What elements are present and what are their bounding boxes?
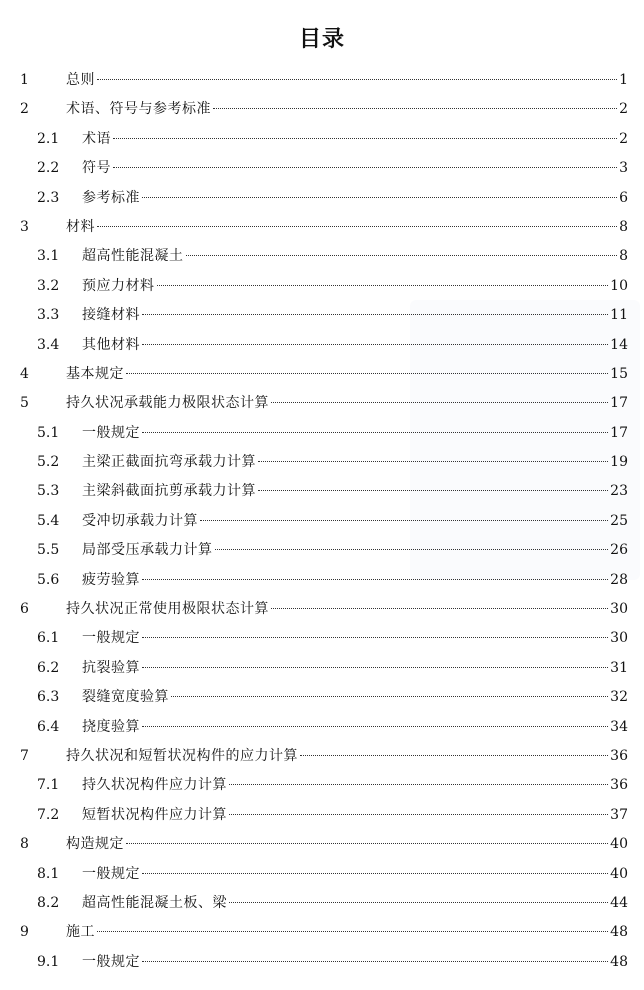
toc-entry-line (82, 507, 628, 536)
dot-leader (271, 402, 608, 403)
toc-entry-title: 受冲切承载力计算 (82, 512, 198, 529)
toc-entry-line (82, 889, 628, 918)
dot-leader (142, 667, 608, 668)
toc-entry[interactable] (0, 683, 644, 712)
dot-leader (271, 608, 608, 609)
dot-leader (213, 108, 617, 109)
toc-entry-title: 符号 (82, 160, 111, 177)
toc-entry[interactable] (0, 389, 644, 418)
toc-entry-number: 5.5 (37, 542, 60, 559)
toc-entry-line (82, 272, 628, 301)
toc-entry[interactable] (0, 66, 644, 95)
toc-entry[interactable] (0, 948, 644, 977)
dot-leader (142, 579, 608, 580)
toc-entry[interactable] (0, 507, 644, 536)
toc-entry[interactable] (0, 742, 644, 771)
toc-entry-title: 挠度验算 (82, 718, 140, 735)
toc-entry-line (82, 331, 628, 360)
dot-leader (142, 637, 608, 638)
dot-leader (186, 255, 618, 256)
dot-leader (229, 784, 608, 785)
toc-entry-page: 17 (610, 395, 628, 412)
toc-entry-number: 7 (20, 747, 29, 764)
toc-entry-line (82, 477, 628, 506)
toc-entry[interactable] (0, 213, 644, 242)
toc-entry-title: 主梁斜截面抗剪承载力计算 (82, 483, 256, 500)
toc-entry-page: 2 (619, 101, 628, 118)
toc-entry[interactable] (0, 448, 644, 477)
toc-entry-title: 术语 (82, 130, 111, 147)
toc-entry-number: 3.3 (37, 307, 60, 324)
toc-entry-page: 36 (610, 777, 628, 794)
toc-entry-line (82, 154, 628, 183)
dot-leader (142, 197, 617, 198)
toc-entry-title: 一般规定 (82, 865, 140, 882)
toc-entry-number: 5.6 (37, 571, 60, 588)
toc-entry-number: 6.1 (37, 630, 60, 647)
toc-entry-line (66, 830, 628, 859)
toc-entry-page: 6 (619, 189, 628, 206)
toc-entry[interactable] (0, 154, 644, 183)
toc-entry-title: 术语、符号与参考标准 (66, 101, 211, 118)
dot-leader (97, 79, 617, 80)
toc-entry-number: 1 (20, 72, 29, 88)
toc-entry-page: 31 (610, 659, 628, 676)
toc-entry-title: 基本规定 (66, 365, 124, 382)
dot-leader (171, 696, 608, 697)
toc-entry-line (66, 595, 628, 624)
toc-entry-line (82, 771, 628, 800)
toc-entry-line (66, 66, 628, 95)
toc-entry-line (82, 683, 628, 712)
dot-leader (258, 461, 608, 462)
toc-entry-title: 构造规定 (66, 836, 124, 853)
toc-entry[interactable] (0, 301, 644, 330)
toc-entry-title: 抗裂验算 (82, 659, 140, 676)
dot-leader (300, 755, 608, 756)
toc-entry-title: 局部受压承载力计算 (82, 542, 213, 559)
dot-leader (200, 520, 608, 521)
toc-entry-page: 8 (619, 248, 628, 265)
toc-entry-page: 40 (610, 865, 628, 882)
toc-entry-number: 9 (20, 924, 29, 941)
toc-entry-number: 3.1 (37, 248, 60, 265)
dot-leader (142, 314, 608, 315)
dot-leader (97, 226, 617, 227)
toc-entry-title: 材料 (66, 218, 95, 235)
dot-leader (157, 285, 609, 286)
toc-entry[interactable] (0, 889, 644, 918)
toc-entry[interactable] (0, 331, 644, 360)
toc-entry-page: 2 (619, 130, 628, 147)
dot-leader (142, 432, 608, 433)
toc-entry[interactable] (0, 419, 644, 448)
dot-leader (113, 167, 617, 168)
toc-entry-number: 7.1 (37, 777, 60, 794)
toc-entry[interactable] (0, 713, 644, 742)
toc-entry-number: 2 (20, 101, 29, 118)
toc-entry-title: 主梁正截面抗弯承载力计算 (82, 454, 256, 471)
toc-entry-number: 2.1 (37, 130, 60, 147)
dot-leader (126, 373, 608, 374)
toc-entry-page: 44 (610, 894, 628, 911)
dot-leader (258, 490, 608, 491)
toc-entry-line (66, 918, 628, 947)
toc-entry-page: 23 (610, 483, 628, 500)
toc-entry-title: 预应力材料 (82, 277, 155, 294)
toc-entry-title: 总则 (66, 72, 95, 88)
toc-entry-page: 10 (610, 277, 628, 294)
toc-entry-page: 25 (610, 512, 628, 529)
toc-entry[interactable] (0, 95, 644, 124)
toc-entry-page: 3 (619, 160, 628, 177)
toc-entry-line (66, 360, 628, 389)
toc-entry[interactable] (0, 654, 644, 683)
toc-entry-line (82, 536, 628, 565)
toc-entry[interactable] (0, 566, 644, 595)
toc-entry-title: 疲劳验算 (82, 571, 140, 588)
toc-entry-page: 32 (610, 689, 628, 706)
toc-entry-line (82, 301, 628, 330)
dot-leader (142, 873, 608, 874)
toc-entry-line (66, 389, 628, 418)
toc-entry-line (66, 742, 628, 771)
toc-entry-number: 2.3 (37, 189, 60, 206)
toc-entry-number: 8.2 (37, 894, 60, 911)
toc-entry-line (82, 948, 628, 977)
toc-entry-page: 36 (610, 747, 628, 764)
toc-entry-page: 19 (610, 454, 628, 471)
toc-entry-title: 裂缝宽度验算 (82, 689, 169, 706)
toc-entry-page: 30 (610, 601, 628, 618)
toc-entry-line (82, 801, 628, 830)
toc-entry-number: 8 (20, 836, 29, 853)
toc-entry[interactable] (0, 624, 644, 653)
dot-leader (142, 344, 608, 345)
toc-entry-number: 5.1 (37, 424, 60, 441)
toc-entry-title: 持久状况和短暂状况构件的应力计算 (66, 747, 298, 764)
toc-entry[interactable] (0, 477, 644, 506)
toc-entry-page: 30 (610, 630, 628, 647)
toc-entry[interactable] (0, 918, 644, 947)
toc-entry-page: 8 (619, 218, 628, 235)
toc-entry-number: 5.4 (37, 512, 60, 529)
toc-entry-title: 一般规定 (82, 424, 140, 441)
toc-entry-line (66, 213, 628, 242)
toc-entry-number: 5 (20, 395, 29, 412)
toc-entry-page: 11 (610, 307, 628, 324)
toc-entry-page: 14 (610, 336, 628, 353)
dot-leader (126, 843, 608, 844)
toc-entry[interactable] (0, 595, 644, 624)
toc-entry[interactable] (0, 242, 644, 271)
toc-entry[interactable] (0, 860, 644, 889)
dot-leader (113, 138, 617, 139)
dot-leader (142, 961, 608, 962)
toc-entry-number: 2.2 (37, 160, 60, 177)
toc-entry-line (82, 419, 628, 448)
dot-leader (229, 814, 608, 815)
dot-leader (229, 902, 608, 903)
toc-entry[interactable] (0, 830, 644, 859)
toc-entry-line (82, 448, 628, 477)
toc-entry-page: 28 (610, 571, 628, 588)
toc-entry-title: 超高性能混凝土板、梁 (82, 894, 227, 911)
toc-entry-page: 17 (610, 424, 628, 441)
toc-entry-number: 6.2 (37, 659, 60, 676)
toc-entry-number: 5.3 (37, 483, 60, 500)
toc-entry[interactable] (0, 125, 644, 154)
toc-entry-title: 持久状况正常使用极限状态计算 (66, 601, 269, 618)
toc-entry-line (82, 860, 628, 889)
toc-entry-page: 26 (610, 542, 628, 559)
dot-leader (215, 549, 609, 550)
toc-entry-number: 8.1 (37, 865, 60, 882)
toc-entry-title: 一般规定 (82, 630, 140, 647)
toc-entry-line (66, 95, 628, 124)
toc-entry-number: 9.1 (37, 953, 60, 970)
dot-leader (142, 726, 608, 727)
toc-entry-title: 参考标准 (82, 189, 140, 206)
toc-entry-title: 超高性能混凝土 (82, 248, 184, 265)
toc-entry-title: 一般规定 (82, 953, 140, 970)
toc-entry-line (82, 713, 628, 742)
toc-entry[interactable] (0, 801, 644, 830)
toc-entry[interactable] (0, 184, 644, 213)
toc-entry-page: 40 (610, 836, 628, 853)
toc-entry[interactable] (0, 771, 644, 800)
toc-entry-title: 其他材料 (82, 336, 140, 353)
toc-entry-number: 7.2 (37, 806, 60, 823)
toc-entry-title: 持久状况承载能力极限状态计算 (66, 395, 269, 412)
table-of-contents (0, 66, 644, 977)
toc-entry-title: 施工 (66, 924, 95, 941)
toc-entry-page: 37 (610, 806, 628, 823)
toc-entry-title: 短暂状况构件应力计算 (82, 806, 227, 823)
toc-entry-line (82, 566, 628, 595)
toc-entry-line (82, 184, 628, 213)
toc-entry-line (82, 654, 628, 683)
page-title: 目录 (298, 27, 345, 52)
toc-entry-number: 5.2 (37, 454, 60, 471)
toc-entry[interactable] (0, 536, 644, 565)
dot-leader (97, 931, 608, 932)
toc-entry-number: 6.3 (37, 689, 60, 706)
toc-entry-line (82, 125, 628, 154)
toc-entry[interactable] (0, 272, 644, 301)
toc-entry-page: 1 (619, 72, 628, 88)
toc-entry-title: 接缝材料 (82, 307, 140, 324)
toc-entry-title: 持久状况构件应力计算 (82, 777, 227, 794)
toc-entry-page: 48 (610, 953, 628, 970)
toc-entry[interactable] (0, 360, 644, 389)
toc-entry-page: 48 (610, 924, 628, 941)
toc-entry-number: 6 (20, 601, 29, 618)
toc-entry-line (82, 242, 628, 271)
toc-entry-page: 15 (610, 365, 628, 382)
toc-entry-page: 34 (610, 718, 628, 735)
toc-entry-number: 3.4 (37, 336, 60, 353)
toc-entry-number: 4 (20, 365, 29, 382)
toc-entry-number: 3.2 (37, 277, 60, 294)
toc-entry-number: 6.4 (37, 718, 60, 735)
toc-entry-line (82, 624, 628, 653)
toc-entry-number: 3 (20, 218, 29, 235)
